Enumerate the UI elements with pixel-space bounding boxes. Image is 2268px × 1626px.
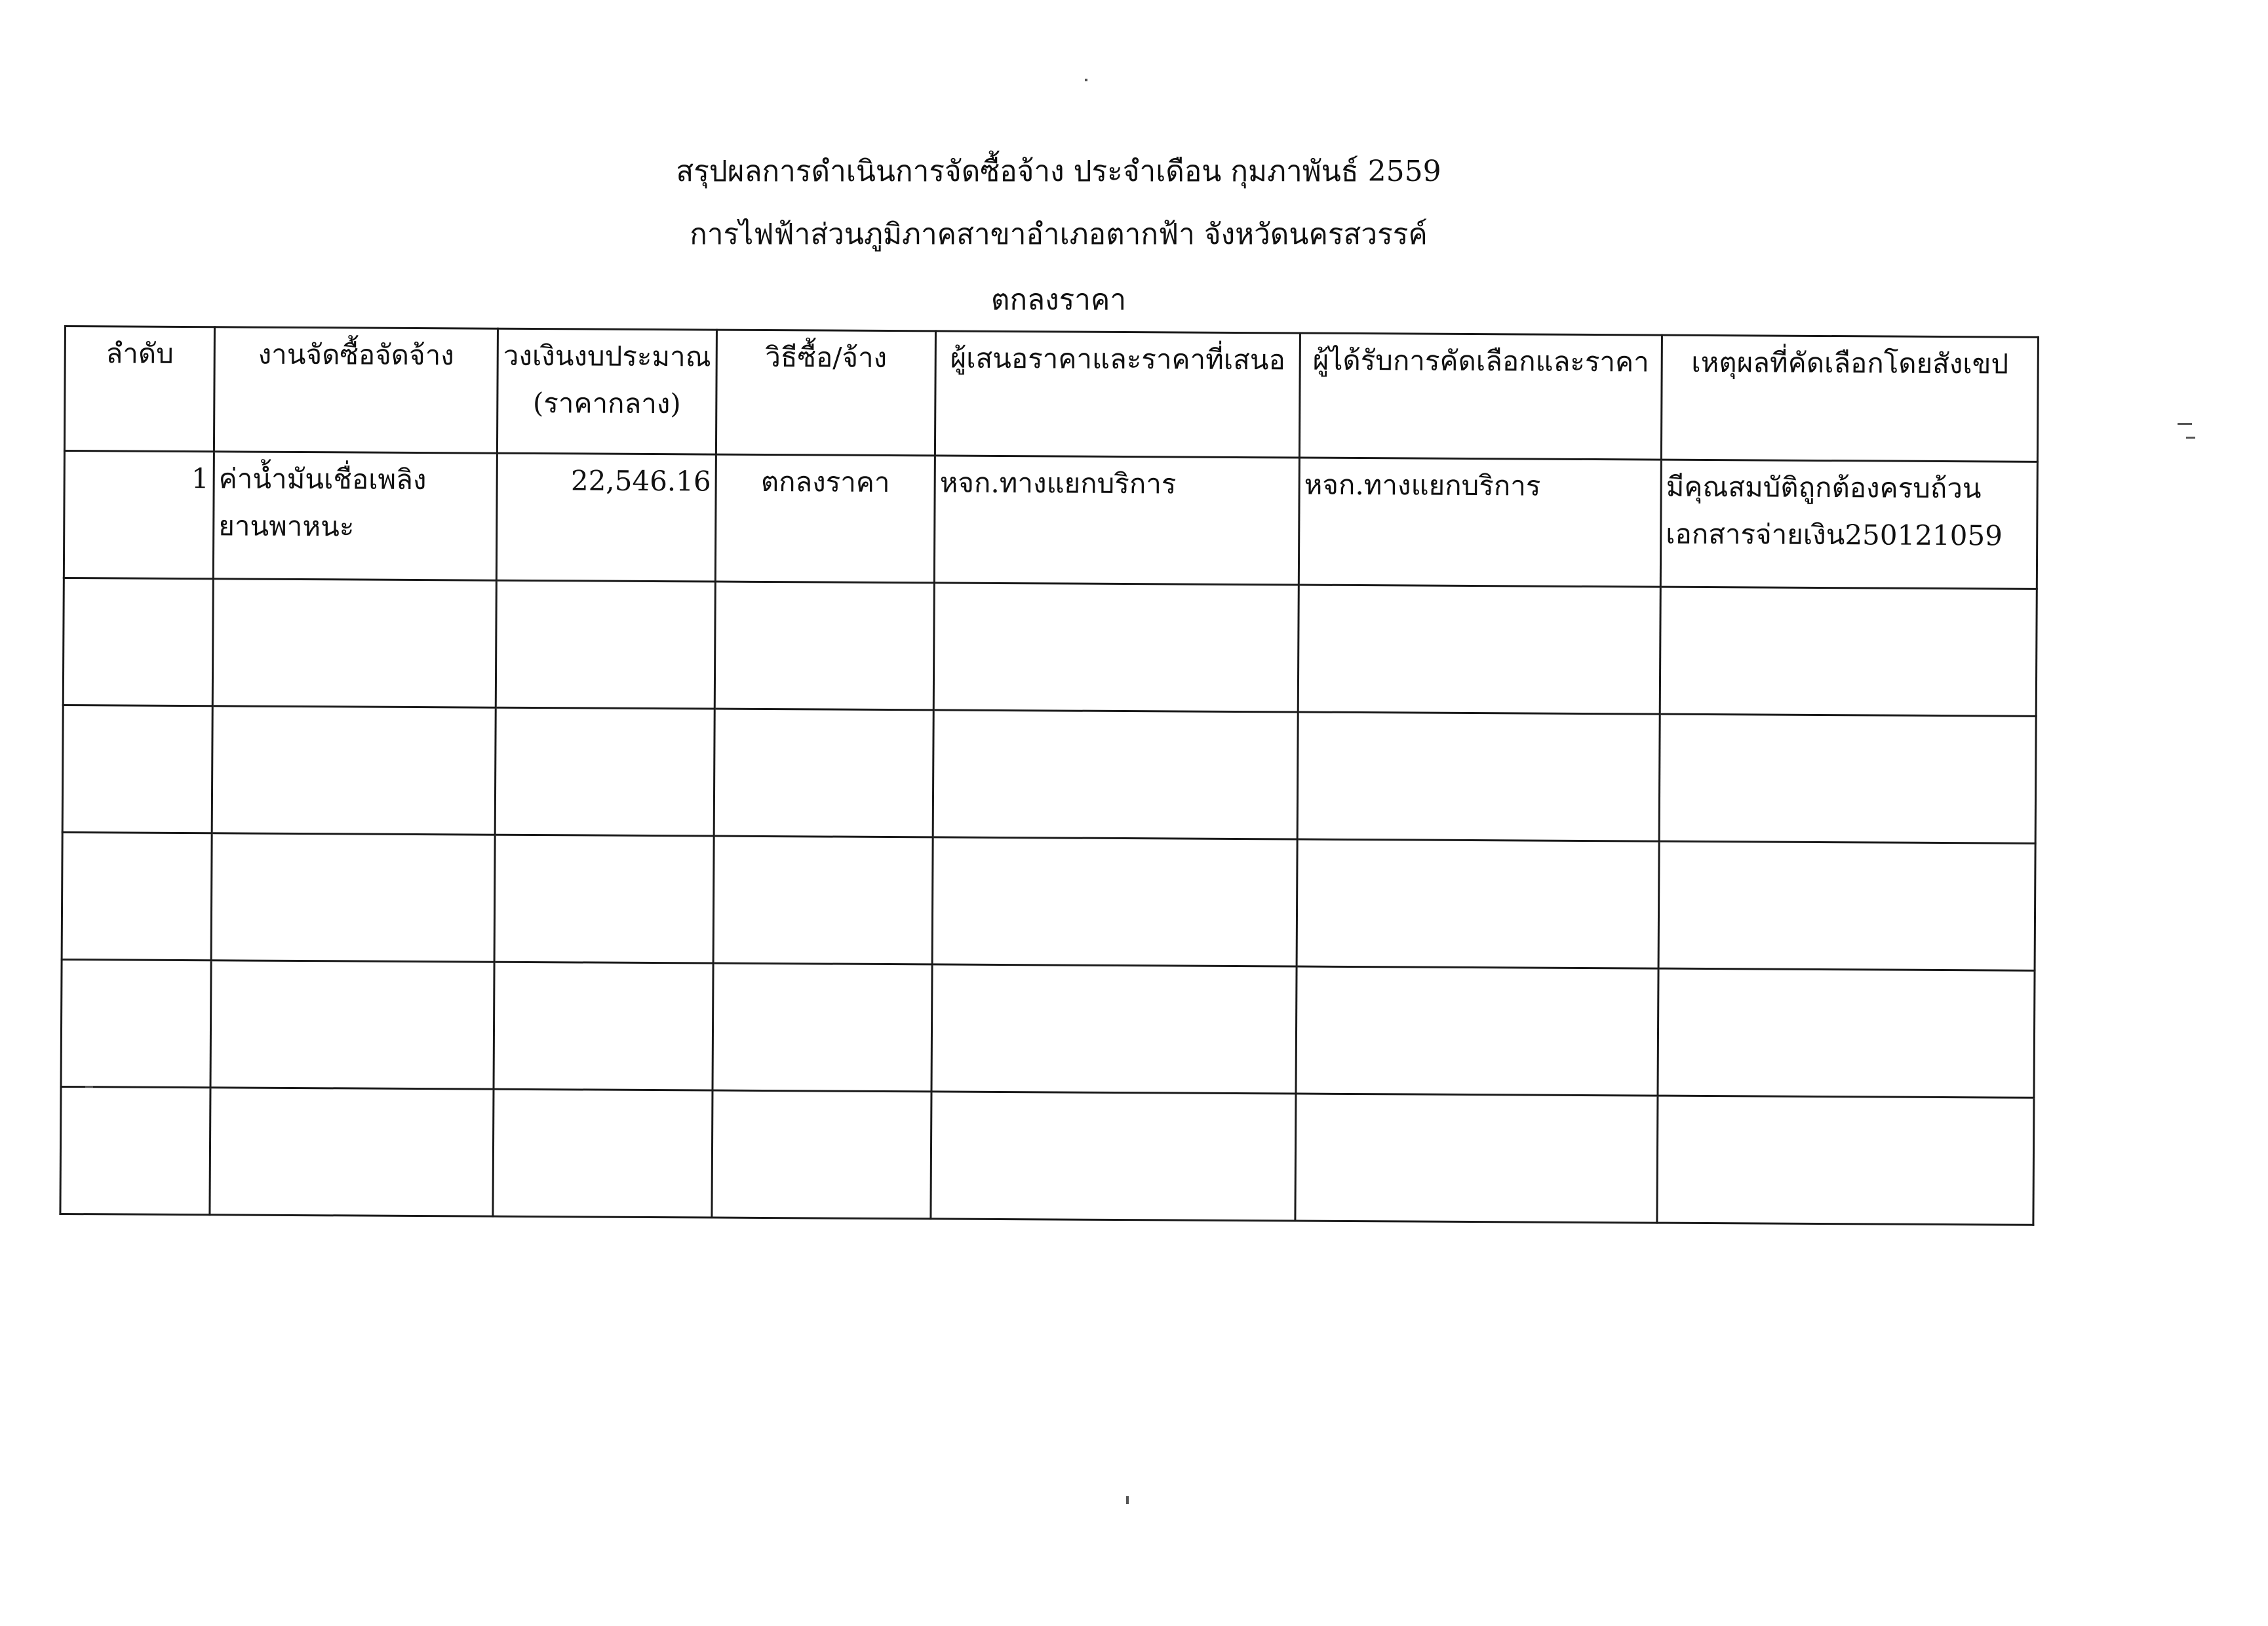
cell-text: มีคุณสมบัติถูกต้องครบถ้วน bbox=[1666, 470, 1982, 505]
table-row-empty bbox=[61, 959, 2035, 1098]
column-header-label: ผู้ได้รับการคัดเลือกและราคา bbox=[1312, 344, 1649, 378]
organization-name: การไฟฟ้าส่วนภูมิภาคสาขาอำเภอตากฟ้า จังหวัดนครสวรรค์ bbox=[690, 218, 1428, 251]
empty-cell bbox=[1658, 968, 2035, 1098]
table-row-empty bbox=[60, 1086, 2034, 1225]
empty-cell bbox=[494, 835, 714, 963]
empty-cell bbox=[712, 1090, 931, 1219]
scan-speck bbox=[1085, 79, 1087, 81]
empty-cell bbox=[62, 832, 212, 960]
empty-cell bbox=[210, 961, 494, 1089]
empty-cell bbox=[714, 582, 934, 710]
empty-cell bbox=[493, 1089, 713, 1218]
empty-cell bbox=[714, 709, 933, 837]
cell-bidder: หจก.ทางแยกบริการ bbox=[934, 456, 1299, 585]
empty-cell bbox=[1297, 712, 1660, 841]
empty-cell bbox=[713, 963, 932, 1092]
document-title: สรุปผลการดำเนินการจัดซื้อจ้าง ประจำเดือน กุมภาพันธ์ 2559 bbox=[676, 155, 1441, 188]
procurement-summary-table bbox=[59, 325, 2039, 1226]
column-header-selected-vendor bbox=[1299, 333, 1662, 460]
empty-cell bbox=[495, 707, 714, 836]
cell-order-number: 1 bbox=[64, 451, 214, 579]
empty-cell bbox=[62, 705, 212, 833]
column-header-sublabel: (ราคากลาง) bbox=[532, 386, 681, 420]
empty-cell bbox=[210, 1088, 494, 1216]
empty-cell bbox=[61, 959, 211, 1087]
scan-speck bbox=[1126, 1496, 1129, 1504]
empty-cell bbox=[60, 1086, 210, 1214]
column-header-label: ผู้เสนอราคาและราคาที่เสนอ bbox=[950, 342, 1285, 376]
empty-cell bbox=[494, 962, 713, 1090]
column-header-order bbox=[64, 327, 214, 452]
empty-cell bbox=[932, 837, 1297, 966]
table-row-empty bbox=[62, 832, 2035, 970]
cell-procurement-item bbox=[213, 452, 497, 580]
empty-cell bbox=[933, 583, 1299, 712]
scan-speck bbox=[2186, 437, 2195, 439]
table-row-empty bbox=[62, 705, 2036, 843]
column-header-procurement-item bbox=[214, 327, 498, 453]
column-header-label: ลำดับ bbox=[106, 337, 174, 370]
table-row bbox=[64, 451, 2037, 589]
empty-cell bbox=[1296, 966, 1658, 1096]
cell-budget: 22,546.16 bbox=[496, 453, 716, 582]
empty-cell bbox=[1658, 841, 2035, 970]
column-header-label: งานจัดซื้อจัดจ้าง bbox=[258, 338, 454, 372]
column-header-label: เหตุผลที่คัดเลือกโดยสังเขป bbox=[1691, 346, 2009, 380]
empty-cell bbox=[63, 578, 213, 706]
empty-cell bbox=[212, 579, 496, 707]
procurement-method-heading: ตกลงราคา bbox=[990, 283, 1127, 317]
cell-text: เอกสารจ่ายเงิน250121059 bbox=[1666, 517, 2003, 552]
empty-cell bbox=[931, 964, 1297, 1094]
column-header-label: วิธีซื้อ/จ้าง bbox=[765, 340, 888, 374]
table-row-empty bbox=[63, 578, 2037, 717]
empty-cell bbox=[1659, 714, 2036, 843]
column-header-method bbox=[716, 330, 935, 456]
cell-text: ยานพาหนะ bbox=[218, 509, 355, 543]
empty-cell bbox=[713, 836, 933, 964]
scan-speck bbox=[85, 1086, 93, 1088]
column-header-budget bbox=[497, 328, 716, 454]
column-header-label: วงเงินงบประมาณ bbox=[503, 339, 711, 373]
empty-cell bbox=[212, 706, 496, 835]
empty-cell bbox=[1297, 839, 1659, 968]
cell-selected-vendor: หจก.ทางแยกบริการ bbox=[1299, 458, 1661, 587]
scan-speck bbox=[2178, 423, 2192, 425]
empty-cell bbox=[1295, 1094, 1658, 1223]
empty-cell bbox=[933, 710, 1298, 839]
table-header-row bbox=[64, 327, 2038, 462]
empty-cell bbox=[1657, 1096, 2034, 1225]
empty-cell bbox=[1660, 587, 2037, 716]
cell-reason bbox=[1660, 460, 2037, 589]
empty-cell bbox=[211, 833, 495, 962]
empty-cell bbox=[1298, 585, 1660, 714]
column-header-bidders bbox=[935, 331, 1300, 458]
cell-method: ตกลงราคา bbox=[715, 454, 935, 583]
column-header-reason bbox=[1661, 335, 2038, 462]
empty-cell bbox=[496, 580, 715, 709]
cell-text: ค่าน้ำมันเชื่อเพลิง bbox=[218, 462, 427, 496]
empty-cell bbox=[931, 1092, 1296, 1221]
